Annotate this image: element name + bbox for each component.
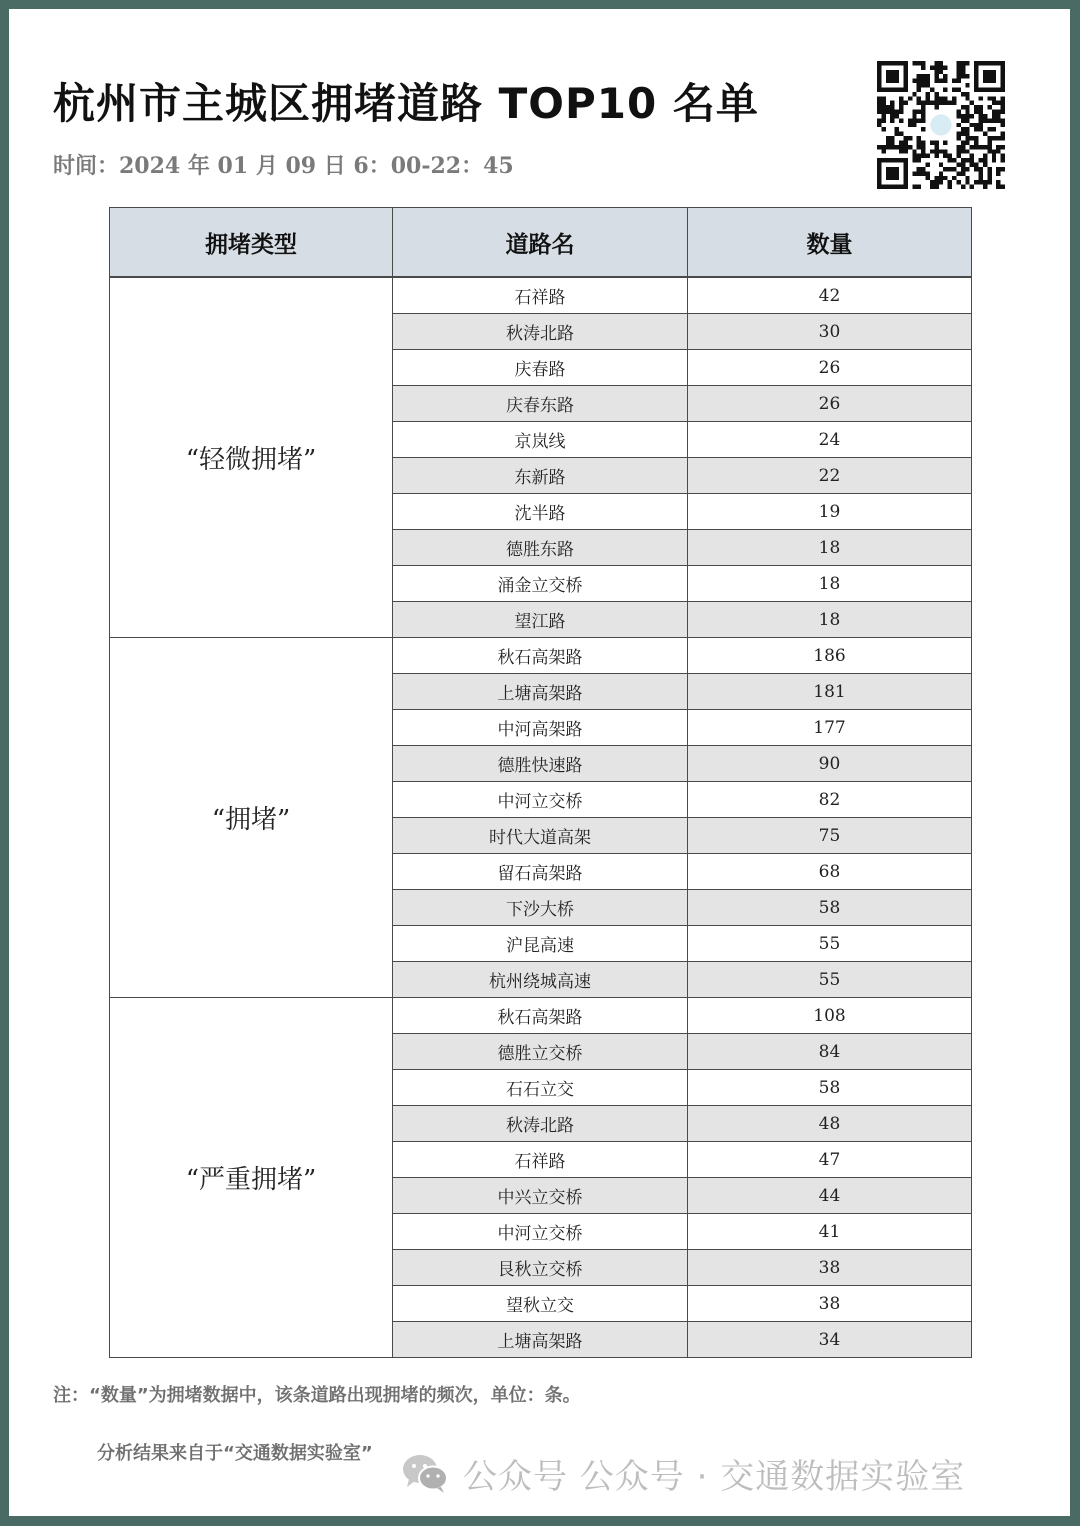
road-count: 18 bbox=[688, 530, 972, 566]
column-header-road: 道路名 bbox=[393, 208, 688, 278]
road-name: 东新路 bbox=[393, 458, 688, 494]
watermark bbox=[401, 1445, 965, 1501]
group-label-light: “轻微拥堵” bbox=[110, 277, 393, 638]
road-name: 时代大道高架 bbox=[393, 818, 688, 854]
road-name: 秋石高架路 bbox=[393, 638, 688, 674]
road-count: 38 bbox=[688, 1250, 972, 1286]
source-credit: 分析结果来自于“交通数据实验室” bbox=[97, 1443, 373, 1464]
road-count: 18 bbox=[688, 566, 972, 602]
road-count: 90 bbox=[688, 746, 972, 782]
road-count: 44 bbox=[688, 1178, 972, 1214]
road-name: 庆春东路 bbox=[393, 386, 688, 422]
road-name: 上塘高架路 bbox=[393, 674, 688, 710]
road-name: 中河立交桥 bbox=[393, 782, 688, 818]
road-count: 22 bbox=[688, 458, 972, 494]
road-count: 42 bbox=[688, 277, 972, 314]
road-name: 中河立交桥 bbox=[393, 1214, 688, 1250]
report-page bbox=[9, 9, 1070, 1516]
road-count: 84 bbox=[688, 1034, 972, 1070]
road-count: 177 bbox=[688, 710, 972, 746]
road-count: 38 bbox=[688, 1286, 972, 1322]
road-count: 26 bbox=[688, 350, 972, 386]
time-range: 时间：2024 年 01 月 09 日 6：00-22：45 bbox=[53, 153, 514, 179]
road-count: 19 bbox=[688, 494, 972, 530]
road-name: 石石立交 bbox=[393, 1070, 688, 1106]
road-name: 望秋立交 bbox=[393, 1286, 688, 1322]
road-count: 55 bbox=[688, 962, 972, 998]
road-count: 181 bbox=[688, 674, 972, 710]
road-count: 18 bbox=[688, 602, 972, 638]
wechat-icon bbox=[401, 1452, 449, 1494]
group-label-severe: “严重拥堵” bbox=[110, 998, 393, 1358]
road-name: 杭州绕城高速 bbox=[393, 962, 688, 998]
road-name: 德胜快速路 bbox=[393, 746, 688, 782]
table-row bbox=[110, 277, 972, 314]
road-name: 秋涛北路 bbox=[393, 1106, 688, 1142]
road-name: 石祥路 bbox=[393, 277, 688, 314]
watermark-text: 公众号 公众号 · 交通数据实验室 bbox=[463, 1456, 966, 1497]
road-count: 41 bbox=[688, 1214, 972, 1250]
road-count: 68 bbox=[688, 854, 972, 890]
road-name: 沪昆高速 bbox=[393, 926, 688, 962]
road-count: 30 bbox=[688, 314, 972, 350]
road-count: 108 bbox=[688, 998, 972, 1034]
road-count: 55 bbox=[688, 926, 972, 962]
road-count: 47 bbox=[688, 1142, 972, 1178]
road-count: 58 bbox=[688, 890, 972, 926]
road-name: 京岚线 bbox=[393, 422, 688, 458]
table-row bbox=[110, 998, 972, 1034]
table-row bbox=[110, 638, 972, 674]
footnote: 注：“数量”为拥堵数据中，该条道路出现拥堵的频次，单位：条。 bbox=[53, 1385, 581, 1406]
road-name: 秋石高架路 bbox=[393, 998, 688, 1034]
road-name: 德胜东路 bbox=[393, 530, 688, 566]
road-name: 上塘高架路 bbox=[393, 1322, 688, 1358]
road-name: 中兴立交桥 bbox=[393, 1178, 688, 1214]
road-name: 秋涛北路 bbox=[393, 314, 688, 350]
road-name: 中河高架路 bbox=[393, 710, 688, 746]
road-name: 石祥路 bbox=[393, 1142, 688, 1178]
road-name: 庆春路 bbox=[393, 350, 688, 386]
road-count: 34 bbox=[688, 1322, 972, 1358]
road-count: 58 bbox=[688, 1070, 972, 1106]
road-name: 望江路 bbox=[393, 602, 688, 638]
congestion-table bbox=[109, 207, 971, 1365]
column-header-count: 数量 bbox=[688, 208, 972, 278]
road-name: 留石高架路 bbox=[393, 854, 688, 890]
road-count: 24 bbox=[688, 422, 972, 458]
qr-code-icon bbox=[877, 61, 1005, 189]
table-header-row bbox=[110, 208, 972, 278]
road-name: 涌金立交桥 bbox=[393, 566, 688, 602]
road-count: 186 bbox=[688, 638, 972, 674]
road-count: 82 bbox=[688, 782, 972, 818]
group-label-congested: “拥堵” bbox=[110, 638, 393, 998]
road-name: 沈半路 bbox=[393, 494, 688, 530]
road-count: 75 bbox=[688, 818, 972, 854]
road-name: 下沙大桥 bbox=[393, 890, 688, 926]
road-name: 艮秋立交桥 bbox=[393, 1250, 688, 1286]
road-name: 德胜立交桥 bbox=[393, 1034, 688, 1070]
road-count: 26 bbox=[688, 386, 972, 422]
road-count: 48 bbox=[688, 1106, 972, 1142]
page-title: 杭州市主城区拥堵道路 TOP10 名单 bbox=[53, 79, 759, 128]
column-header-type: 拥堵类型 bbox=[110, 208, 393, 278]
